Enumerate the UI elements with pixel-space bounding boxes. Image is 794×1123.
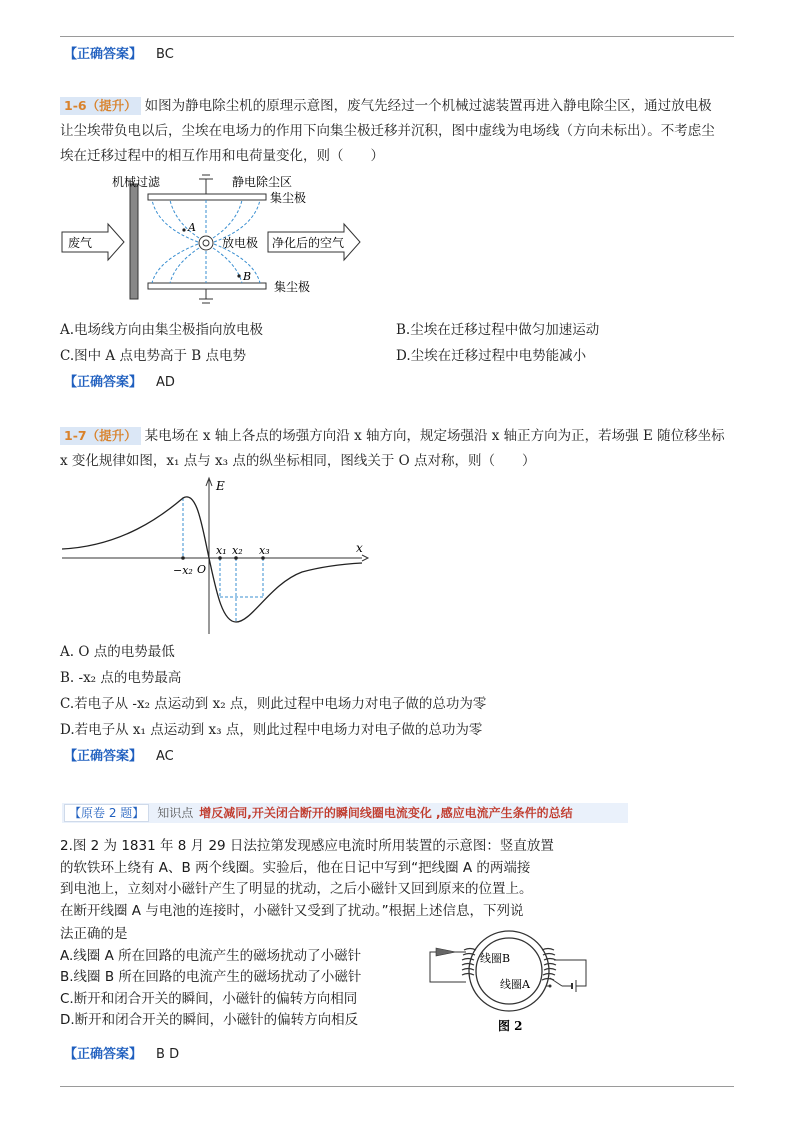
stem-line-1: 某电场在 x 轴上各点的场强方向沿 x 轴方向，规定场强沿 x 轴正方向为正，若场强 E 随位移坐标 bbox=[144, 428, 725, 444]
coil-a-label: 线圈A bbox=[500, 978, 530, 991]
faraday-ring-figure bbox=[426, 926, 606, 1038]
x-axis-label: x bbox=[356, 541, 363, 555]
stem-end: 法正确的是 bbox=[60, 926, 128, 942]
answer-row-1-6 bbox=[64, 374, 175, 392]
question-tag: 1-6（提升） bbox=[60, 97, 141, 115]
option-d: D.断开和闭合开关的瞬间，小磁针的偏转方向相反 bbox=[60, 1012, 359, 1028]
knowledge-topic: 增反减同,开关闭合断开的瞬间线圈电流变化 ,感应电流产生条件的总结 bbox=[199, 806, 573, 820]
x2-label: x₂ bbox=[232, 544, 243, 557]
option-c: C.若电子从 -x₂ 点运动到 x₂ 点，则此过程中电场力对电子做的总功为零 bbox=[60, 696, 487, 712]
x1-label: x₁ bbox=[216, 544, 227, 557]
answer-value: AC bbox=[156, 749, 174, 764]
option-c: C.断开和闭合开关的瞬间，小磁针的偏转方向相同 bbox=[60, 990, 358, 1007]
option-d: D.若电子从 x₁ 点运动到 x₃ 点，则此过程中电场力对电子做的总功为零 bbox=[60, 722, 483, 738]
question-1-7-stem bbox=[60, 424, 740, 474]
answer-row-2 bbox=[64, 1046, 179, 1064]
option-a: A.电场线方向由集尘极指向放电极 bbox=[60, 322, 264, 338]
knowledge-point-bar bbox=[62, 803, 628, 823]
question-2-stem bbox=[60, 836, 554, 922]
stem-line: 到电池上，立刻对小磁针产生了明显的扰动，之后小磁针又回到原来的位置上。 bbox=[60, 881, 533, 897]
stem-line-2: 让尘埃带负电以后，尘埃在电场力的作用下向集尘极迁移并沉积，图中虚线为电场线（方向未标出）。不考虑尘 bbox=[60, 123, 715, 139]
origin-label: O bbox=[197, 563, 207, 576]
bottom-divider bbox=[60, 1086, 734, 1087]
question-tag: 1-7（提升） bbox=[60, 427, 141, 445]
collector-top-label: 集尘极 bbox=[270, 191, 307, 205]
option-b: B.线圈 B 所在回路的电流产生的磁场扰动了小磁针 bbox=[60, 969, 362, 985]
answer-label: 【正确答案】 bbox=[64, 1047, 143, 1062]
answer-value: AD bbox=[156, 375, 175, 390]
electrostatic-precipitator-figure bbox=[60, 172, 380, 312]
y-axis-label: E bbox=[216, 479, 225, 493]
option-b: B.尘埃在迁移过程中做匀加速运动 bbox=[396, 322, 600, 338]
zone-label: 静电除尘区 bbox=[232, 175, 293, 189]
answer-label: 【正确答案】 bbox=[64, 47, 143, 62]
option-a: A.线圈 A 所在回路的电流产生的磁场扰动了小磁针 bbox=[60, 947, 362, 964]
clean-air-label: 净化后的空气 bbox=[272, 236, 345, 250]
stem-line: 在断开线圈 A 与电池的连接时，小磁针又受到了扰动。”根据上述信息，下列说 bbox=[60, 902, 524, 919]
exhaust-label: 废气 bbox=[68, 236, 93, 250]
field-strength-graph bbox=[62, 476, 372, 636]
stem-line: 的软铁环上绕有 A、B 两个线圈。实验后，他在日记中写到“把线圈 A 的两端接 bbox=[60, 859, 531, 876]
option-d: D.尘埃在迁移过程中电势能减小 bbox=[396, 348, 587, 364]
stem-line-3: 埃在迁移过程中的相互作用和电荷量变化，则（ ） bbox=[60, 148, 384, 164]
option-c: C.图中 A 点电势高于 B 点电势 bbox=[60, 348, 246, 364]
point-a-label: A bbox=[188, 221, 196, 234]
answer-value: B D bbox=[156, 1047, 180, 1062]
top-divider bbox=[60, 36, 734, 37]
point-b-label: B bbox=[243, 270, 252, 283]
option-b: B. -x₂ 点的电势最高 bbox=[60, 670, 182, 686]
discharge-label: 放电极 bbox=[222, 236, 259, 250]
answer-row-prev bbox=[64, 46, 174, 64]
neg-x2-label: −x₂ bbox=[173, 564, 193, 577]
original-paper-tag: 【原卷 2 题】 bbox=[64, 804, 149, 822]
x3-label: x₃ bbox=[259, 544, 270, 557]
figure-caption: 图 2 bbox=[498, 1019, 523, 1033]
collector-bottom-label: 集尘极 bbox=[274, 280, 311, 294]
answer-label: 【正确答案】 bbox=[64, 749, 143, 764]
question-2-options bbox=[60, 924, 361, 1032]
filter-label: 机械过滤 bbox=[112, 175, 161, 189]
answer-label: 【正确答案】 bbox=[64, 375, 143, 390]
stem-line-1: 如图为静电除尘机的原理示意图，废气先经过一个机械过滤装置再进入静电除尘区，通过放电极 bbox=[144, 98, 712, 114]
option-a: A. O 点的电势最低 bbox=[60, 644, 175, 660]
stem-line: 2.图 2 为 1831 年 8 月 29 日法拉第发现感应电流时所用装置的示意图：竖直放置 bbox=[60, 838, 554, 854]
answer-row-1-7 bbox=[64, 748, 174, 766]
answer-value: BC bbox=[156, 47, 174, 62]
coil-b-label: 线圈B bbox=[480, 952, 511, 965]
question-1-6-stem bbox=[60, 94, 740, 169]
knowledge-label: 知识点 bbox=[157, 806, 194, 820]
stem-line-2: x 变化规律如图，x₁ 点与 x₃ 点的纵坐标相同，图线关于 O 点对称，则（ ） bbox=[60, 453, 536, 469]
